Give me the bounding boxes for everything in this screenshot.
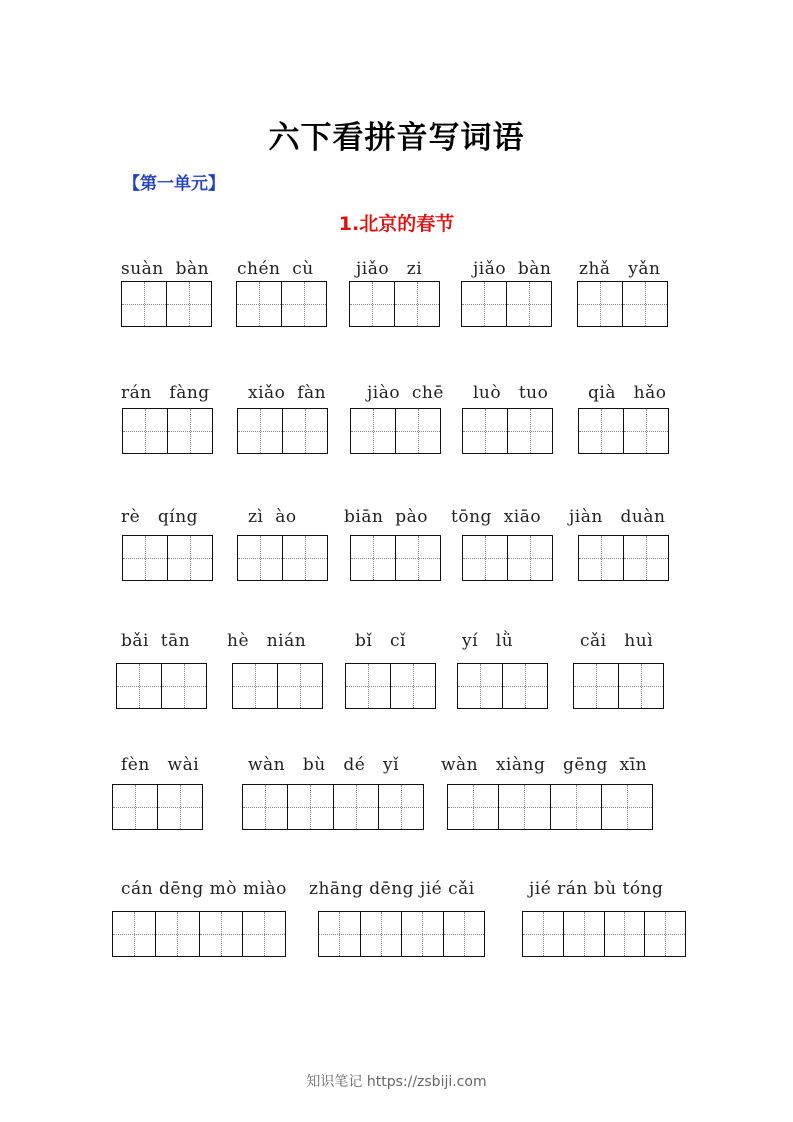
- pinyin-label: tōng xiāo: [451, 507, 542, 527]
- tianzige-cell[interactable]: [168, 409, 212, 453]
- tianzige-cell[interactable]: [503, 664, 547, 708]
- tianzige-cell[interactable]: [288, 785, 333, 829]
- writing-grid[interactable]: [578, 535, 669, 581]
- writing-grid[interactable]: [447, 784, 653, 830]
- writing-grid[interactable]: [122, 408, 213, 454]
- tianzige-cell[interactable]: [574, 664, 619, 708]
- pinyin-label: biān pào: [344, 507, 428, 527]
- pinyin-label: zhǎ yǎn: [579, 259, 661, 279]
- pinyin-label: fèn wài: [121, 755, 200, 775]
- tianzige-cell[interactable]: [396, 536, 440, 580]
- tianzige-cell[interactable]: [448, 785, 499, 829]
- tianzige-cell[interactable]: [156, 912, 199, 956]
- page-title: 六下看拼音写词语: [268, 120, 525, 156]
- tianzige-cell[interactable]: [624, 409, 668, 453]
- writing-grid[interactable]: [578, 408, 669, 454]
- tianzige-cell[interactable]: [243, 785, 288, 829]
- tianzige-cell[interactable]: [605, 912, 646, 956]
- tianzige-cell[interactable]: [463, 536, 508, 580]
- tianzige-cell[interactable]: [243, 912, 285, 956]
- pinyin-label: jiǎo zi: [356, 259, 423, 279]
- tianzige-cell[interactable]: [233, 664, 278, 708]
- tianzige-cell[interactable]: [278, 664, 322, 708]
- writing-grid[interactable]: [237, 408, 328, 454]
- tianzige-cell[interactable]: [113, 912, 156, 956]
- tianzige-cell[interactable]: [334, 785, 379, 829]
- tianzige-cell[interactable]: [238, 409, 283, 453]
- pinyin-label: jiào chē: [367, 383, 444, 403]
- tianzige-cell[interactable]: [168, 536, 212, 580]
- pinyin-label: wàn xiàng gēng xīn: [441, 755, 648, 775]
- pinyin-label: suàn bàn: [121, 259, 210, 279]
- pinyin-label: bǐ cǐ: [355, 631, 406, 651]
- tianzige-cell[interactable]: [551, 785, 602, 829]
- writing-grid[interactable]: [577, 281, 668, 327]
- tianzige-cell[interactable]: [396, 409, 440, 453]
- writing-grid[interactable]: [350, 535, 441, 581]
- footer-watermark: 知识笔记 https://zsbiji.com: [306, 1074, 487, 1090]
- tianzige-cell[interactable]: [578, 282, 623, 326]
- tianzige-cell[interactable]: [283, 409, 327, 453]
- tianzige-cell[interactable]: [579, 536, 624, 580]
- tianzige-cell[interactable]: [113, 785, 158, 829]
- tianzige-cell[interactable]: [508, 409, 552, 453]
- tianzige-cell[interactable]: [122, 282, 167, 326]
- tianzige-cell[interactable]: [167, 282, 211, 326]
- pinyin-label: luò tuo: [473, 383, 549, 403]
- tianzige-cell[interactable]: [499, 785, 550, 829]
- pinyin-label: jié rán bù tóng: [529, 879, 664, 899]
- tianzige-cell[interactable]: [564, 912, 605, 956]
- pinyin-label: rán fàng: [121, 383, 210, 403]
- tianzige-cell[interactable]: [579, 409, 624, 453]
- tianzige-cell[interactable]: [645, 912, 685, 956]
- tianzige-cell[interactable]: [395, 282, 439, 326]
- pinyin-label: qià hǎo: [588, 383, 667, 403]
- tianzige-cell[interactable]: [351, 409, 396, 453]
- tianzige-cell[interactable]: [350, 282, 395, 326]
- writing-grid[interactable]: [236, 281, 327, 327]
- tianzige-cell[interactable]: [508, 536, 552, 580]
- tianzige-cell[interactable]: [238, 536, 283, 580]
- tianzige-cell[interactable]: [523, 912, 564, 956]
- tianzige-cell[interactable]: [346, 664, 391, 708]
- writing-grid[interactable]: [349, 281, 440, 327]
- writing-grid[interactable]: [345, 663, 436, 709]
- pinyin-label: xiǎo fàn: [248, 383, 327, 403]
- pinyin-label: zhāng dēng jié cǎi: [309, 879, 475, 899]
- tianzige-cell[interactable]: [507, 282, 551, 326]
- tianzige-cell[interactable]: [319, 912, 361, 956]
- writing-grid[interactable]: [462, 535, 553, 581]
- tianzige-cell[interactable]: [200, 912, 243, 956]
- tianzige-cell[interactable]: [623, 282, 667, 326]
- writing-grid[interactable]: [112, 784, 203, 830]
- pinyin-label: bǎi tān: [121, 631, 191, 651]
- writing-grid[interactable]: [461, 281, 552, 327]
- writing-grid[interactable]: [237, 535, 328, 581]
- writing-grid[interactable]: [121, 281, 212, 327]
- lesson-title: 1.北京的春节: [338, 213, 455, 235]
- writing-grid[interactable]: [112, 911, 286, 957]
- tianzige-cell[interactable]: [602, 785, 652, 829]
- pinyin-label: cán dēng mò miào: [121, 879, 287, 899]
- writing-grid[interactable]: [522, 911, 686, 957]
- tianzige-cell[interactable]: [123, 536, 168, 580]
- pinyin-label: cǎi huì: [580, 631, 654, 651]
- pinyin-label: rè qíng: [121, 507, 199, 527]
- tianzige-cell[interactable]: [402, 912, 444, 956]
- writing-grid[interactable]: [457, 663, 548, 709]
- tianzige-cell[interactable]: [619, 664, 663, 708]
- writing-grid[interactable]: [573, 663, 664, 709]
- tianzige-cell[interactable]: [123, 409, 168, 453]
- tianzige-cell[interactable]: [458, 664, 503, 708]
- tianzige-cell[interactable]: [444, 912, 485, 956]
- tianzige-cell[interactable]: [462, 282, 507, 326]
- tianzige-cell[interactable]: [162, 664, 206, 708]
- tianzige-cell[interactable]: [351, 536, 396, 580]
- tianzige-cell[interactable]: [391, 664, 435, 708]
- pinyin-label: wàn bù dé yǐ: [248, 755, 400, 775]
- tianzige-cell[interactable]: [283, 536, 327, 580]
- unit-label: 【第一单元】: [123, 174, 225, 194]
- pinyin-label: jiàn duàn: [569, 507, 666, 527]
- pinyin-label: hè nián: [227, 631, 307, 651]
- tianzige-cell[interactable]: [117, 664, 162, 708]
- pinyin-label: yí lǜ: [462, 631, 514, 651]
- writing-grid[interactable]: [116, 663, 207, 709]
- pinyin-label: jiǎo bàn: [473, 259, 552, 279]
- writing-grid[interactable]: [232, 663, 323, 709]
- writing-grid[interactable]: [318, 911, 485, 957]
- tianzige-cell[interactable]: [624, 536, 668, 580]
- tianzige-cell[interactable]: [361, 912, 403, 956]
- pinyin-label: zì ào: [248, 507, 297, 527]
- tianzige-cell[interactable]: [158, 785, 202, 829]
- tianzige-cell[interactable]: [237, 282, 282, 326]
- writing-grid[interactable]: [462, 408, 553, 454]
- pinyin-label: chén cù: [237, 259, 314, 279]
- tianzige-cell[interactable]: [463, 409, 508, 453]
- writing-grid[interactable]: [242, 784, 424, 830]
- tianzige-cell[interactable]: [379, 785, 423, 829]
- writing-grid[interactable]: [350, 408, 441, 454]
- writing-grid[interactable]: [122, 535, 213, 581]
- tianzige-cell[interactable]: [282, 282, 326, 326]
